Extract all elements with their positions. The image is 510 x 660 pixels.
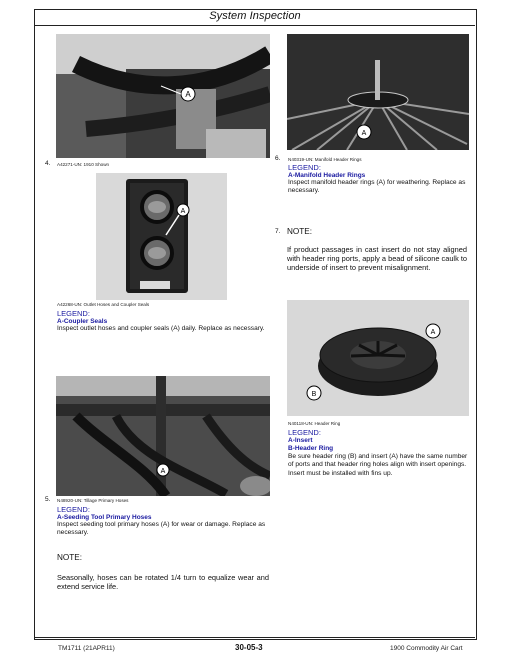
caption-tillage-primary-hoses: N48920-UN: Tillage Primary Hoses: [57, 498, 129, 503]
caption-header-ring: N40118-UN: Header Ring: [288, 421, 341, 426]
legend-item-coupler-seals: A-Coupler Seals: [57, 318, 108, 325]
photo-manifold-header-rings: [287, 34, 469, 150]
photo-hoses-1910: [56, 34, 270, 158]
note-label-right: NOTE:: [287, 227, 313, 236]
photo-coupler-seals: [96, 173, 227, 300]
footer-divider: [35, 637, 475, 638]
callout-a: A: [430, 329, 436, 336]
caption-manifold-header-rings: N40319-UN: Manifold Header Rings: [288, 157, 362, 162]
legend-item-manifold-header-rings: A-Manifold Header Rings: [288, 172, 366, 179]
coupler-seals-instruction: Inspect outlet hoses and coupler seals (A) daily. Replace as necessary.: [57, 325, 265, 332]
step-number-7: 7.: [275, 228, 281, 235]
header-ring-instruction: Be sure header ring (B) and insert (A) have the same number of ports and that header ring holes align with insert openings. Insert must be installed with fins up.: [288, 453, 468, 477]
step-number-4: 4.: [45, 160, 51, 167]
callout-a: A: [180, 208, 186, 215]
legend-title: LEGEND:: [57, 505, 90, 514]
callout-a: A: [361, 130, 367, 137]
primary-hoses-instruction: Inspect seeding tool primary hoses (A) for wear or damage. Replace as necessary.: [57, 521, 266, 537]
step-number-6: 6.: [275, 155, 281, 162]
page-title: System Inspection: [209, 10, 301, 22]
footer-manual-id: TM1711 (21APR11): [58, 645, 115, 652]
note-hose-rotation: Seasonally, hoses can be rotated 1/4 turn to equalize wear and extend service life.: [57, 573, 269, 592]
legend-title: LEGEND:: [288, 163, 321, 172]
header-divider: [35, 25, 475, 26]
legend-item-insert: A-Insert: [288, 437, 313, 444]
legend-item-seeding-tool-primary-hoses: A-Seeding Tool Primary Hoses: [57, 514, 152, 521]
callout-a: A: [185, 90, 191, 99]
note-label-left: NOTE:: [57, 553, 83, 562]
footer-page-number: 30-05-3: [235, 643, 263, 652]
caption-1910-shown: A42271-UN: 1910 Shown: [57, 162, 110, 167]
step-number-5: 5.: [45, 496, 51, 503]
legend-item-header-ring: B-Header Ring: [288, 445, 334, 452]
photo-header-ring: [287, 300, 469, 416]
caption-coupler-seals: A42268-UN: Outlet Hoses and Coupler Seals: [57, 302, 150, 307]
note-insert-alignment: If product passages in cast insert do not stay aligned with header ring ports, apply a bead of silicone caulk to underside of insert to prevent misalignment.: [287, 245, 467, 273]
legend-title: LEGEND:: [57, 309, 90, 318]
callout-a: A: [160, 468, 166, 475]
footer-product-name: 1900 Commodity Air Cart: [390, 645, 463, 652]
photo-tillage-primary-hoses: [56, 376, 270, 496]
callout-b: B: [311, 391, 317, 398]
manifold-header-rings-instruction: Inspect manifold header rings (A) for weathering. Replace as necessary.: [288, 179, 466, 195]
legend-title: LEGEND:: [288, 428, 321, 437]
